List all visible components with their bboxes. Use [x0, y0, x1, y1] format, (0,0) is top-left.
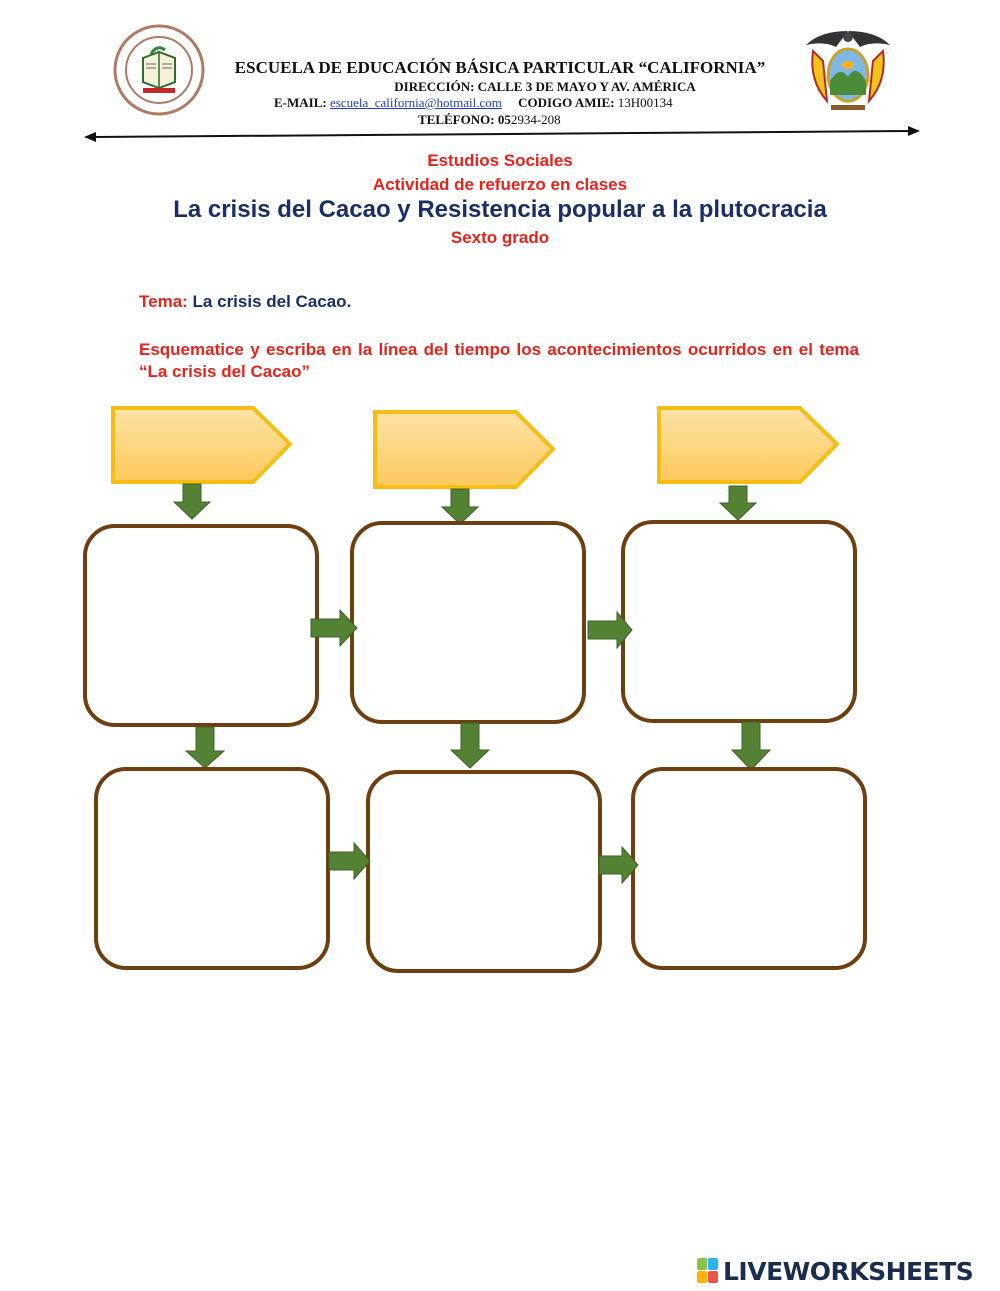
liveworksheets-logo[interactable] — [697, 1256, 973, 1286]
phone-label: TELÉFONO: — [418, 112, 495, 127]
event-box-4[interactable] — [96, 769, 328, 968]
event-box-1[interactable] — [85, 526, 317, 725]
phone-number: 2934-208 — [510, 112, 561, 127]
school-name: ESCUELA DE EDUCACIÓN BÁSICA PARTICULAR “CALIFORNIA” — [234, 58, 766, 77]
down-arrow-3 — [720, 486, 756, 520]
date-pentagon-1[interactable] — [113, 408, 290, 482]
activity-title: Actividad de refuerzo en clases — [372, 175, 628, 194]
main-title: La crisis del Cacao y Resistencia popular a la plutocracia — [173, 196, 827, 223]
subject-title: Estudios Sociales — [427, 151, 573, 170]
liveworksheets-icon — [697, 1258, 719, 1284]
down-arrow-4 — [186, 727, 224, 768]
instruction-text: Esquematice y escriba en la línea del tiempo los acontecimientos ocurridos en el tema “La crisis del Cacao” — [139, 340, 859, 381]
down-arrow-6 — [732, 722, 770, 770]
right-arrow-3 — [329, 843, 370, 879]
email-link[interactable]: escuela_california@hotmail.com — [329, 95, 502, 110]
liveworksheets-brand: LIVEWORKSHEETS — [723, 1256, 974, 1286]
date-pentagon-3[interactable] — [659, 408, 837, 482]
email-label: E-MAIL: — [274, 95, 327, 110]
down-arrow-5 — [451, 723, 489, 768]
down-arrow-2 — [442, 489, 478, 524]
phone-prefix: 05 — [497, 112, 511, 127]
amie-label: CODIGO AMIE: — [518, 95, 615, 110]
event-box-5[interactable] — [368, 772, 600, 971]
event-box-2[interactable] — [352, 523, 584, 722]
grade-title: Sexto grado — [450, 228, 550, 247]
amie-code: 13H00134 — [617, 95, 673, 110]
event-box-3[interactable] — [623, 522, 855, 721]
tema-label: Tema: — [139, 292, 188, 311]
event-box-6[interactable] — [633, 769, 865, 968]
tema-value: La crisis del Cacao. — [192, 292, 352, 311]
down-arrow-1 — [174, 484, 210, 519]
school-address: DIRECCIÓN: CALLE 3 DE MAYO Y AV. AMÉRICA — [394, 79, 696, 94]
date-pentagon-2[interactable] — [375, 412, 553, 487]
